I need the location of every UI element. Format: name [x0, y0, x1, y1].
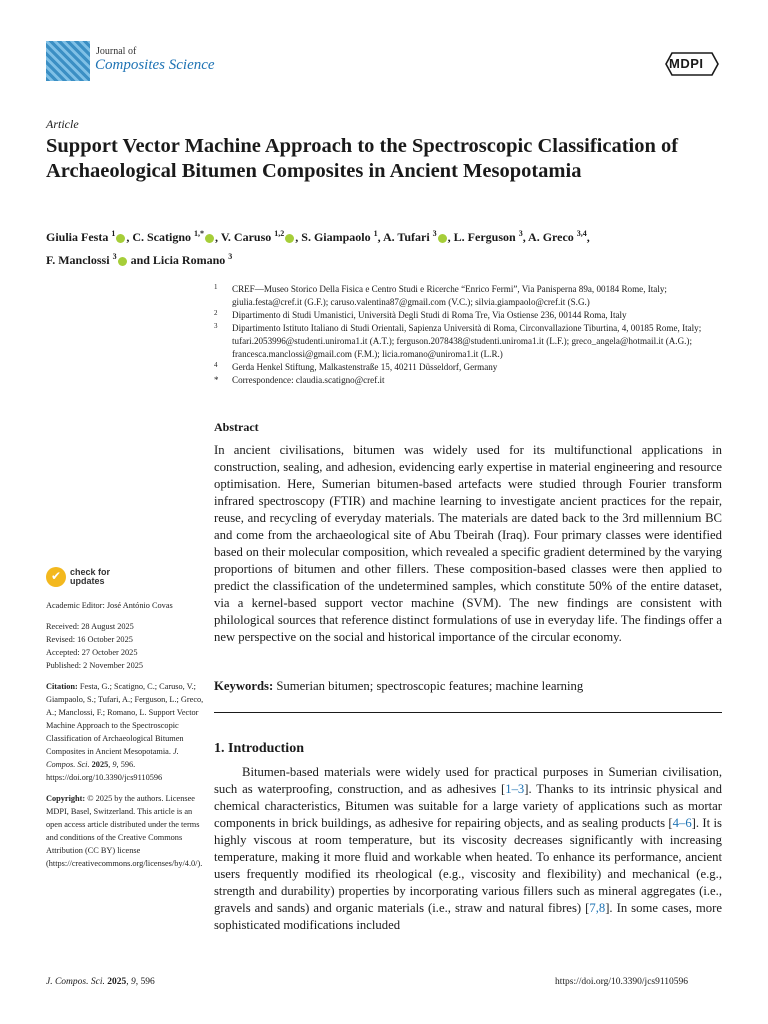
- paragraph-text: ]. It is highly viscous at room temperature, but its viscosity decreases significantly with increasing temperature, making it more fluid and workable when heated. To enhance its performance, ancient users frequently modified its rheological (e.g., viscosity and flexibility) and mechanical (e.g., strength and durability) properties by incorporating various fillers such as mineral aggregates (i.e., gravels and sands) and organic materials (i.e., straw and natural fibres) [: [214, 816, 722, 915]
- copyright-label: Copyright:: [46, 794, 86, 803]
- affiliation-mark: 4: [214, 361, 218, 369]
- affiliation-mark: *: [214, 375, 219, 385]
- paragraph-text: ]. Thanks to its intrinsic physical and chemical characteristics, Bitumen was suitable for a large variety of applications such as mortar components in brick buildings, as adhesive for repairing objects, and as sealing products [: [214, 782, 722, 830]
- orcid-icon[interactable]: [205, 234, 214, 243]
- abstract-heading: Abstract: [214, 420, 259, 434]
- keywords: [214, 679, 722, 694]
- check-line2: updates: [70, 576, 105, 586]
- footer-doi-link[interactable]: https://doi.org/10.3390/jcs9110596: [555, 977, 689, 987]
- orcid-icon[interactable]: [116, 234, 125, 243]
- citation-text: Festa, G.; Scatigno, C.; Caruso, V.; Giampaolo, S.; Tufari, A.; Ferguson, L.; Greco, A.; Manclossi, F.; Romano, L. Support Vector Machine Approach to the Spectroscopic Classification of Archaeological Bitumen Composites in Ancient Mesopotamia.: [46, 682, 204, 756]
- orcid-icon[interactable]: [118, 257, 127, 266]
- citation-link[interactable]: 1–3: [505, 782, 525, 796]
- orcid-icon[interactable]: [438, 234, 447, 243]
- author-affiliation-mark: 3: [228, 252, 233, 261]
- affiliation-text: CREF—Museo Storico Della Fisica e Centro Studi e Ricerche “Enrico Fermi”, Via Panisperna 89a, 00184 Rome, Italy; giulia.festa@cref.it (G.F.); caruso.valentina87@gmail.com (V.C.); silvia.giampaolo@cref.it (S.G.): [232, 284, 667, 307]
- author-affiliation-mark: 1: [373, 229, 378, 238]
- citation-link[interactable]: 4–6: [672, 816, 692, 830]
- author-name: A. Greco: [528, 230, 577, 244]
- author-affiliation-mark: 1: [111, 229, 116, 238]
- author-name: A. Tufari: [382, 230, 433, 244]
- section-heading-introduction: 1. Introduction: [214, 741, 304, 756]
- affiliation-text: Dipartimento di Studi Umanistici, Università Degli Studi di Roma Tre, Via Ostiense 236, 00144 Roma, Italy: [232, 310, 627, 320]
- affiliation-item: [214, 309, 724, 322]
- academic-editor: Academic Editor: José António Covas: [46, 601, 173, 610]
- author-affiliation-mark: 1,2: [274, 229, 285, 238]
- journal-logo-icon: [46, 41, 90, 81]
- keywords-label: Keywords:: [214, 679, 274, 693]
- affiliation-text: Dipartimento Istituto Italiano di Studi Orientali, Sapienza Università di Roma, Circonvallazione Tiburtina, 4, 00185 Rome, Italy; tufari.2053996@studenti.uniroma1.it (A.T.); ferguson.2078438@studenti.uniroma1.it (L.F.); greco_angela@hotmail.it (A.G.); francesca.manclossi@gmail.com (F.M.); licia.romano@uniroma1.it (L.R.): [232, 323, 702, 359]
- journal-of-label: Journal of: [96, 46, 137, 57]
- citation-doi[interactable]: 596. https://doi.org/10.3390/jcs9110596: [46, 760, 163, 782]
- citation-label: Citation:: [46, 682, 78, 691]
- affiliation-mark: 3: [214, 322, 218, 330]
- author-name: V. Caruso: [220, 230, 275, 244]
- section-divider: [214, 712, 722, 713]
- keywords-text: Sumerian bitumen; spectroscopic features; machine learning: [276, 679, 584, 693]
- author-name: F. Manclossi: [46, 253, 113, 267]
- author-name: L. Ferguson: [453, 230, 519, 244]
- citation-link[interactable]: 7,8: [589, 901, 606, 915]
- article-info-sidebar: [46, 599, 204, 870]
- affiliation-mark: 2: [214, 309, 218, 317]
- accepted-date: Accepted: 27 October 2025: [46, 648, 138, 657]
- footer-page: 596: [140, 977, 155, 987]
- author-name: C. Scatigno: [132, 230, 195, 244]
- paragraph-text: ]. In some cases, more sophisticated modifications included: [214, 901, 722, 932]
- citation-volume: 9: [112, 760, 117, 769]
- author-affiliation-mark: 1,*: [194, 229, 205, 238]
- author-name: S. Giampaolo: [301, 230, 374, 244]
- author-name: Giulia Festa: [46, 230, 112, 244]
- citation-year: 2025: [91, 760, 109, 769]
- citation-journal: J. Compos. Sci.: [46, 747, 179, 769]
- affiliation-item: [214, 361, 724, 374]
- mdpi-logo-icon[interactable]: [662, 50, 722, 78]
- check-for-updates-badge[interactable]: [46, 567, 126, 591]
- citation: Citation: Festa, G.; Scatigno, C.; Caruso, V.; Giampaolo, S.; Tufari, A.; Ferguson, L.; Greco, A.; Manclossi, F.; Romano, L. Support Vector Machine Approach to the Spectroscopic Classification of Archaeological Bitumen Composites in Ancient Mesopotamia. J. Compos. Sci. 2025, 9, 596. https://doi.org/10.3390/jcs9110596: [46, 682, 204, 782]
- article-title: Support Vector Machine Approach to the Spectroscopic Classification of Archaeological Bitumen Composites in Ancient Mesopotamia: [46, 135, 679, 182]
- check-icon: ✔: [46, 567, 66, 587]
- copyright-text: © 2025 by the authors. Licensee MDPI, Basel, Switzerland. This article is an open access article distributed under the terms and conditions of the Creative Commons Attribution (CC BY) license (https://creativecommons.org/licenses/by/4.0/).: [46, 794, 203, 868]
- received-date: Received: 28 August 2025: [46, 622, 134, 631]
- author-list: Giulia Festa $^1$ , C. Scatigno $^{1,*}$ , V. Caruso $^{1,2}$ , S. Giampaolo $^1$, A. Tufari $^3$ , L. Ferguson $^3$, A. Greco $^{3,4}$, F. Manclossi $^3$ and Licia Romano $^3$: [46, 229, 590, 267]
- author-affiliation-mark: 3: [432, 229, 437, 238]
- affiliation-text: Gerda Henkel Stiftung, Malkastenstraße 15, 40211 Düsseldorf, Germany: [232, 362, 498, 372]
- article-type: Article: [46, 117, 79, 131]
- affiliation-item: [214, 283, 724, 309]
- author-affiliation-mark: 3: [112, 252, 117, 261]
- introduction-paragraph: [214, 764, 722, 934]
- orcid-icon[interactable]: [285, 234, 294, 243]
- footer-citation: J. Compos. Sci. 2025, 9, 596: [46, 977, 155, 987]
- affiliations: [214, 283, 724, 387]
- published-date: Published: 2 November 2025: [46, 661, 144, 670]
- publisher-name: MDPI: [669, 56, 704, 71]
- footer-journal: J. Compos. Sci.: [46, 977, 105, 987]
- affiliation-text: Correspondence: claudia.scatigno@cref.it: [232, 375, 385, 385]
- abstract-text: In ancient civilisations, bitumen was widely used for its multifunctional applications in construction, sealing, and adhesion, evidencing early expertise in material engineering and resource optimisation. Here, Sumerian bitumen-based artefacts were studied through Fourier transform infrared spectroscopy (FTIR) and machine learning to investigate ancient practices for the repair, reuse, and recycling of everyday materials. The materials are dated back to the 3rd millennium BC and come from the archaeological site of Abu Tbeirah (Iraq). Four primary classes were identified based on their molecular composition, which revealed a specific gradient determined by the varying proportions of bitumen and other fillers. These composition-based classes were then applied to predict the classification of the undetermined samples, which constitute 50% of the entire dataset, via a kernel-based support vector machine (SVM). The new findings are consistent with philological sources that reference distinct formulations of use in everyday life. The findings offer a new perspective on the social and historical importance of the circular economy.: [214, 443, 722, 644]
- author-affiliation-mark: 3: [518, 229, 523, 238]
- affiliation-item: [214, 374, 724, 387]
- affiliation-item: [214, 322, 724, 361]
- affiliation-mark: 1: [214, 283, 218, 291]
- paragraph-text: Bitumen-based materials were widely used for practical purposes in Sumerian civilisation, such as waterproofing, construction, and as adhesives [: [214, 765, 722, 796]
- author-affiliation-mark: 3,4: [576, 229, 587, 238]
- revised-date: Revised: 16 October 2025: [46, 635, 133, 644]
- check-for-updates-label: [70, 568, 110, 586]
- footer-year: 2025: [107, 977, 127, 987]
- footer-volume: 9: [130, 977, 136, 987]
- copyright: [46, 792, 204, 870]
- author-name: Licia Romano: [152, 253, 229, 267]
- journal-name[interactable]: Composites Science: [95, 57, 215, 73]
- check-line1: check for: [70, 567, 111, 577]
